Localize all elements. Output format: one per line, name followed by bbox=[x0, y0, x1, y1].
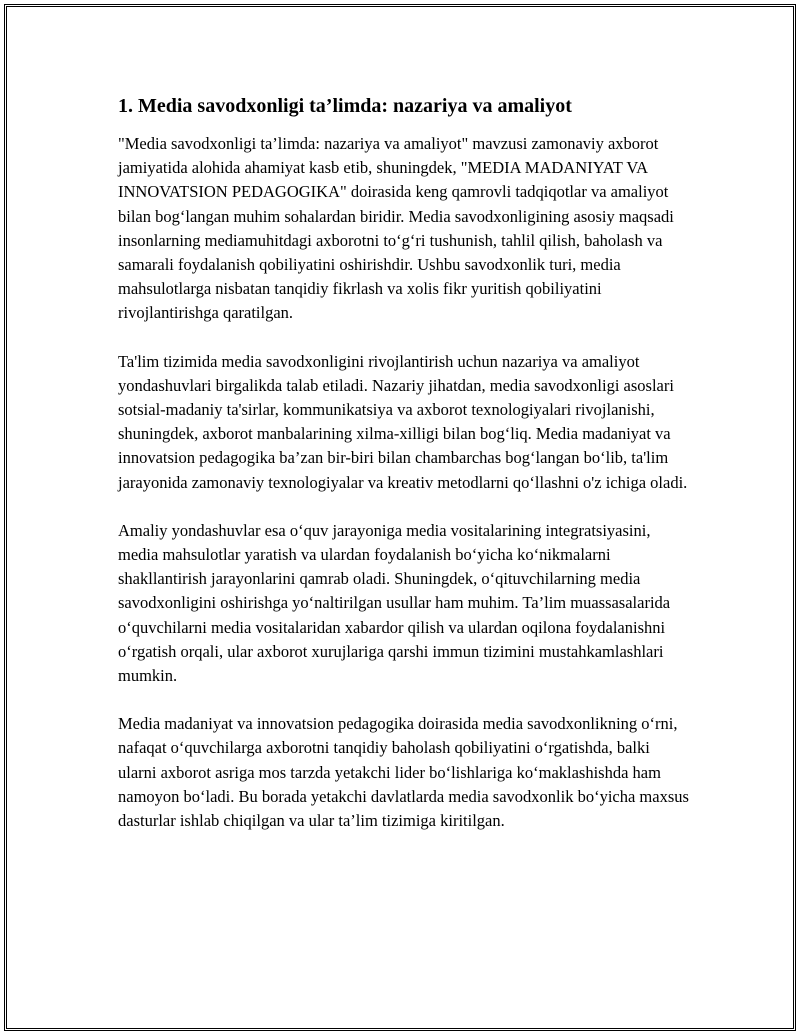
paragraph-4: Media madaniyat va innovatsion pedagogika doirasida media savodxonlikning o‘rni, nafaqat o‘quvchilarga axborotni tanqidiy baholash qobiliyatini o‘rgatishda, balki ularni axborot asriga mos tarzda yetakchi lider bo‘lishlariga ko‘maklashishda ham namoyon bo‘ladi. Bu borada yetakchi davlatlarda media savodxonlik bo‘yicha maxsus dasturlar ishlab chiqilgan va ular ta’lim tizimiga kiritilgan. bbox=[118, 714, 689, 831]
paragraph-1: "Media savodxonligi ta’limda: nazariya va amaliyot" mavzusi zamonaviy axborot jamiyatida alohida ahamiyat kasb etib, shuningdek, "MEDIA MADANIYAT VA INNOVATSION PEDAGOGIKA" doirasida keng qamrovli tadqiqotlar va amaliyot bilan bog‘langan muhim sohalardan biridir. Media savodxonligining asosiy maqsadi insonlarning mediamuhitdagi axborotni to‘g‘ri tushunish, tahlil qilish, baholash va samarali foydalanish qobiliyatini oshirishdir. Ushbu savodxonlik turi, media mahsulotlarga nisbatan tanqidiy fikrlash va xolis fikr yuritish qobiliyatini rivojlantirishga qaratilgan. bbox=[118, 134, 674, 323]
section-heading: 1. Media savodxonligi ta’limda: nazariya va amaliyot bbox=[118, 95, 572, 117]
paragraph-2: Ta'lim tizimida media savodxonligini rivojlantirish uchun nazariya va amaliyot yondashuvlari birgalikda talab etiladi. Nazariy jihatdan, media savodxonligi asoslari sotsial-madaniy ta'sirlar, kommunikatsiya va axborot texnologiyalari rivojlanishi, shuningdek, axborot manbalarining xilma-xilligi bilan bog‘liq. Media madaniyat va innovatsion pedagogika ba’zan bir-biri bilan chambarchas bog‘langan bo‘lib, ta'lim jarayonida zamonaviy texnologiyalar va kreativ metodlarni qo‘llashni o'z ichiga oladi. bbox=[118, 351, 688, 492]
paragraph-3: Amaliy yondashuvlar esa o‘quv jarayoniga media vositalarining integratsiyasini, media mahsulotlar yaratish va ulardan foydalanish bo‘yicha ko‘nikmalarni shakllantirish jarayonlarini qamrab oladi. Shuningdek, o‘qituvchilarning media savodxonligini oshirishga yo‘naltirilgan usullar ham muhim. Ta’lim muassasalarida o‘quvchilarni media vositalaridan xabardor qilish va ulardan oqilona foydalanishni o‘rgatish orqali, ular axborot xurujlariga qarshi immun tizimini mustahkamlashlari mumkin. bbox=[118, 520, 671, 686]
document-body bbox=[118, 92, 690, 857]
